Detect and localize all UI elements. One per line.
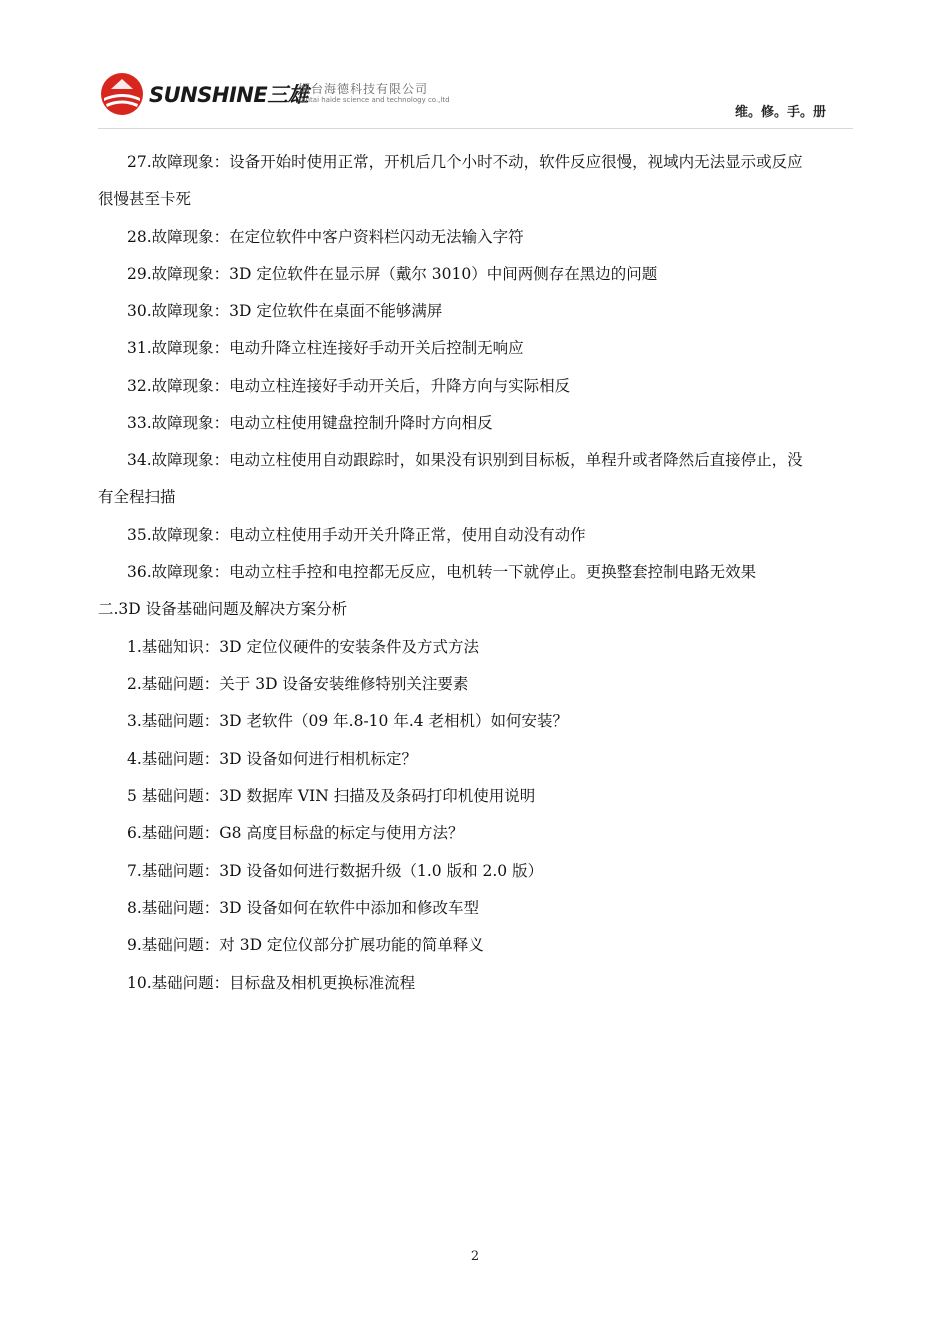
list-item: 6.基础问题：G8 高度目标盘的标定与使用方法？	[127, 824, 464, 842]
company-name-cn: 烟台海德科技有限公司	[298, 82, 429, 96]
list-item: 29.故障现象：3D 定位软件在显示屏（戴尔 3010）中间两侧存在黑边的问题	[127, 265, 658, 283]
list-item: 3.基础问题：3D 老软件（09 年.8-10 年.4 老相机）如何安装？	[127, 712, 569, 730]
list-item: 33.故障现象：电动立柱使用键盘控制升降时方向相反	[127, 414, 493, 432]
list-item: 1.基础知识：3D 定位仪硬件的安装条件及方式方法	[127, 638, 480, 656]
list-item: 很慢甚至卡死	[98, 190, 192, 208]
company-name-en: Yantai haide science and technology co.,ltd	[298, 96, 450, 104]
list-item: 28.故障现象：在定位软件中客户资料栏闪动无法输入字符	[127, 228, 524, 246]
list-item: 36.故障现象：电动立柱手控和电控都无反应，电机转一下就停止。更换整套控制电路无效果	[127, 563, 757, 581]
list-item: 7.基础问题：3D 设备如何进行数据升级（1.0 版和 2.0 版）	[127, 862, 544, 880]
list-item: 27.故障现象：设备开始时使用正常，开机后几个小时不动，软件反应很慢，视域内无法显示或反应	[127, 153, 803, 171]
list-item: 10.基础问题：目标盘及相机更换标准流程	[127, 974, 416, 992]
header-divider	[98, 128, 853, 129]
list-item: 35.故障现象：电动立柱使用手动开关升降正常，使用自动没有动作	[127, 526, 586, 544]
list-item: 2.基础问题：关于 3D 设备安装维修特别关注要素	[127, 675, 469, 693]
list-item: 4.基础问题：3D 设备如何进行相机标定？	[127, 750, 418, 768]
manual-label: 维。修。手。册	[734, 105, 826, 120]
list-item: 8.基础问题：3D 设备如何在软件中添加和修改车型	[127, 899, 480, 917]
list-item: 5 基础问题：3D 数据库 VIN 扫描及及条码打印机使用说明	[127, 787, 536, 805]
page-number: 2	[470, 1249, 480, 1264]
list-item: 9.基础问题：对 3D 定位仪部分扩展功能的简单释义	[127, 936, 484, 954]
list-item: 31.故障现象：电动升降立柱连接好手动开关后控制无响应	[127, 339, 524, 357]
list-item: 有全程扫描	[98, 488, 176, 506]
page-header	[0, 0, 950, 130]
list-item: 34.故障现象：电动立柱使用自动跟踪时，如果没有识别到目标板，单程升或者降然后直接停止，没	[127, 451, 803, 469]
list-item: 30.故障现象：3D 定位软件在桌面不能够满屏	[127, 302, 443, 320]
section-heading: 二.3D 设备基础问题及解决方案分析	[98, 600, 348, 618]
list-item: 32.故障现象：电动立柱连接好手动开关后，升降方向与实际相反	[127, 377, 571, 395]
brand-name: SUNSHINE三雄	[149, 83, 309, 107]
sunshine-logo-icon	[100, 72, 144, 116]
